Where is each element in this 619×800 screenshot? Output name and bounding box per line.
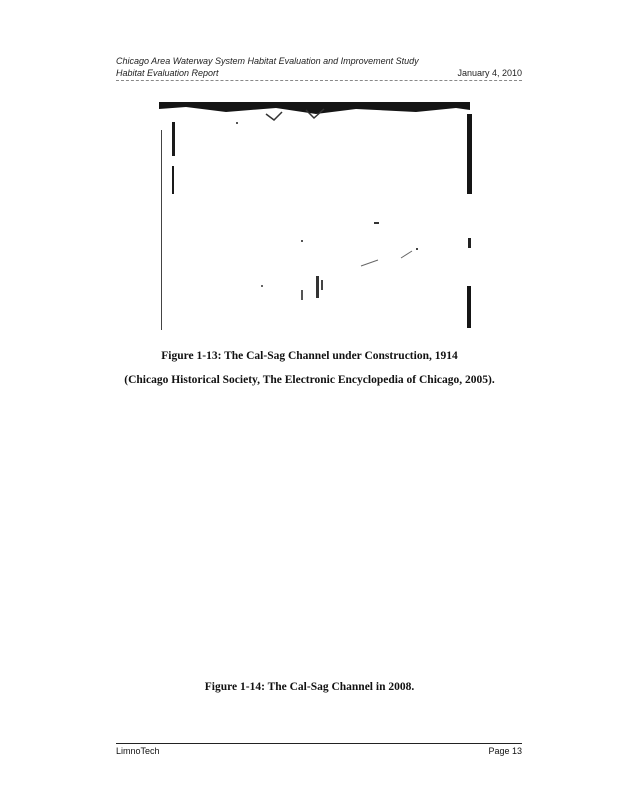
- header-rule: [116, 80, 522, 81]
- header-date: January 4, 2010: [457, 68, 522, 78]
- header-study-title: Chicago Area Waterway System Habitat Evaluation and Improvement Study: [116, 56, 419, 66]
- figure-1-13-caption: Figure 1-13: The Cal-Sag Channel under Construction, 1914: [161, 350, 458, 362]
- figure-1-13-photo: [156, 100, 474, 336]
- header-report-title: Habitat Evaluation Report: [116, 68, 219, 78]
- figure-1-14-caption: Figure 1-14: The Cal-Sag Channel in 2008.: [204, 681, 415, 693]
- footer-page-number: Page 13: [488, 746, 522, 756]
- footer-company: LimnoTech: [116, 746, 160, 756]
- figure-1-13-source: (Chicago Historical Society, The Electronic Encyclopedia of Chicago, 2005).: [124, 374, 495, 386]
- footer-rule: [116, 743, 522, 744]
